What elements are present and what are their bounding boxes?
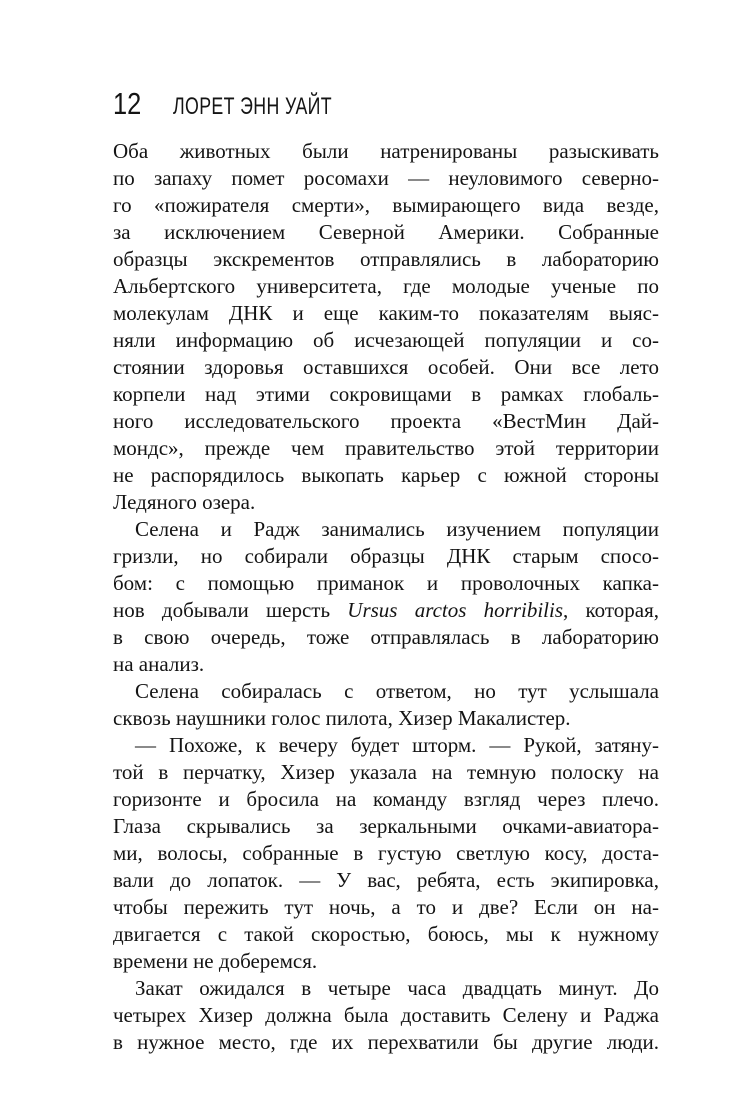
text-line: в свою очередь, тоже отправлялась в лабораторию: [113, 625, 659, 649]
text-line: в нужное место, где их перехватили бы другие люди.: [113, 1030, 659, 1054]
text-line: [113, 597, 659, 624]
text-line: ми, волосы, собранные в густую светлую косу, доста-: [113, 841, 659, 865]
text-line: Селена собиралась с ответом, но тут услышала: [135, 679, 659, 703]
text-line: не распорядилось выкопать карьер с южной стороны: [113, 463, 659, 487]
text-line: образцы экскрементов отправлялись в лабораторию: [113, 247, 659, 271]
text-line: чтобы пережить тут ночь, а то и две? Если он на-: [113, 895, 659, 919]
text-line: по запаху помет росомахи — неуловимого северно-: [113, 166, 659, 190]
text-line: молекулам ДНК и еще каким-то показателям выяс-: [113, 301, 659, 325]
text-line: четырех Хизер должна была доставить Селену и Раджа: [113, 1003, 659, 1027]
text-line: Селена и Радж занимались изучением популяции: [135, 517, 659, 541]
book-page: [113, 0, 659, 1104]
text-line: сквозь наушники голос пилота, Хизер Макалистер.: [113, 706, 571, 730]
text-line: времени не доберемся.: [113, 949, 318, 973]
line-text: , которая,: [563, 598, 659, 622]
running-head: [113, 86, 388, 122]
body-text: [113, 138, 659, 1056]
text-line: той в перчатку, Хизер указала на темную полоску на: [113, 760, 659, 784]
text-line: Ледяного озера.: [113, 490, 256, 514]
paragraph: [113, 678, 659, 732]
text-line: горизонте и бросила на команду взгляд через плечо.: [113, 787, 659, 811]
text-line: Альбертского университета, где молодые ученые по: [113, 274, 659, 298]
text-line: за исключением Северной Америки. Собранные: [113, 220, 659, 244]
text-line: корпели над этими сокровищами в рамках глобаль-: [113, 382, 659, 406]
line-text: нов добывали шерсть: [113, 598, 348, 622]
text-line: Оба животных были натренированы разыскивать: [113, 139, 659, 163]
text-line: няли информацию об исчезающей популяции и со-: [113, 328, 659, 352]
text-line: бом: с помощью приманок и проволочных капка-: [113, 571, 659, 595]
text-line: мондс», прежде чем правительство этой территории: [113, 436, 659, 460]
text-line: го «пожирателя смерти», вымирающего вида везде,: [113, 193, 659, 217]
paragraph: [113, 975, 659, 1056]
paragraph: [113, 732, 659, 975]
text-line: гризли, но собирали образцы ДНК старым спосо-: [113, 544, 659, 568]
text-line: ного исследовательского проекта «ВестМин Дай-: [113, 409, 659, 433]
page-number: 12: [113, 86, 142, 121]
text-line: Глаза скрывались за зеркальными очками-авиатора-: [113, 814, 659, 838]
paragraph: [113, 138, 659, 516]
text-line: стоянии здоровья оставшихся особей. Они все лето: [113, 355, 659, 379]
latin-species-name: Ursus arctos horribilis: [347, 598, 564, 622]
text-line: Закат ожидался в четыре часа двадцать минут. До: [135, 976, 659, 1000]
text-line: — Похоже, к вечеру будет шторм. — Рукой, затяну-: [135, 733, 659, 757]
running-title: ЛОРЕТ ЭНН УАЙТ: [173, 93, 333, 120]
text-line: двигается с такой скоростью, боюсь, мы к нужному: [113, 922, 659, 946]
text-line: на анализ.: [113, 652, 205, 676]
text-line: вали до лопаток. — У вас, ребята, есть экипировка,: [113, 868, 659, 892]
paragraph: [113, 516, 659, 678]
